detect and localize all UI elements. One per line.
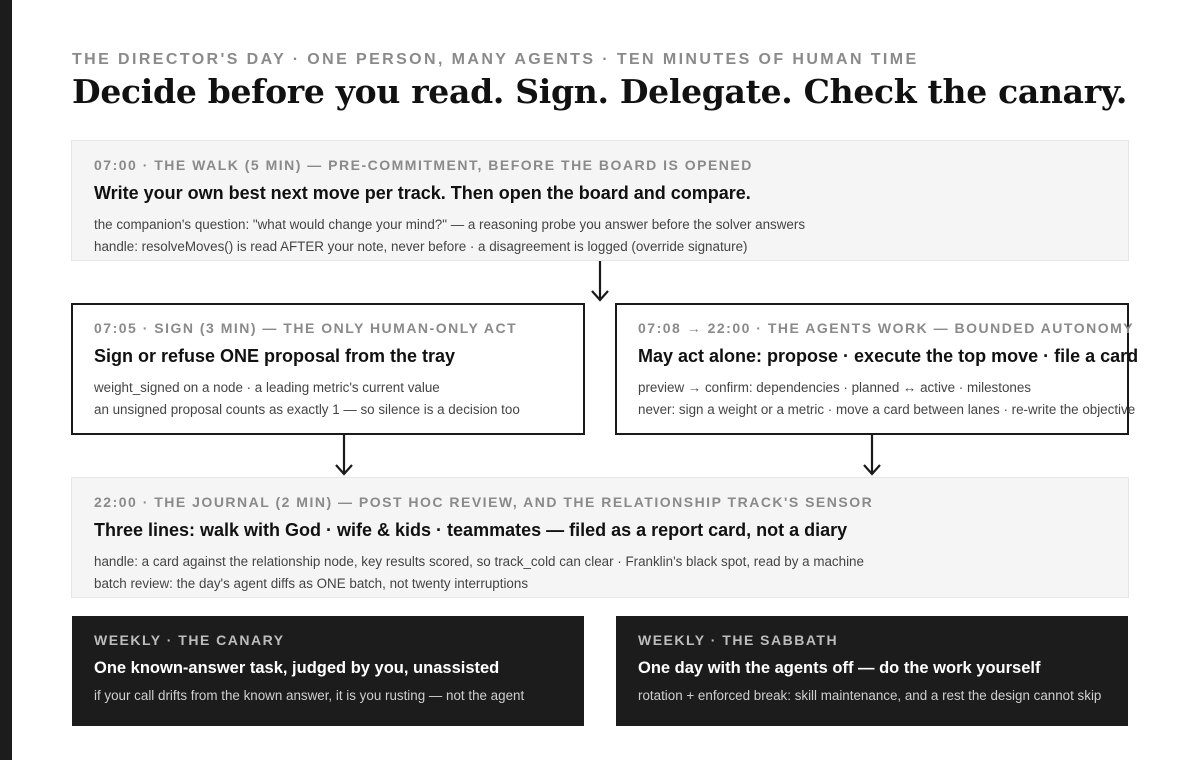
journal-card-line: handle: a card against the relationship node, key results scored, so track_cold can clear · Franklin's black spot, read by a machine <box>94 554 864 569</box>
canary-card <box>72 616 584 726</box>
flow-arrow-agents-down <box>862 435 882 477</box>
agents-card-line: never: sign a weight or a metric · move a card between lanes · re-write the objective <box>638 402 1136 417</box>
journal-card <box>71 477 1129 598</box>
agents-card-title: May act alone: propose · execute the top move · file a card <box>638 346 1139 366</box>
left-edge-bar <box>0 0 12 760</box>
sabbath-card-label: WEEKLY · THE SABBATH <box>638 632 839 648</box>
canary-card-title: One known-answer task, judged by you, unassisted <box>94 659 500 677</box>
walk-card-label: 07:00 · THE WALK (5 MIN) — PRE-COMMITMENT, BEFORE THE BOARD IS OPENED <box>94 157 753 173</box>
sign-card-line: an unsigned proposal counts as exactly 1 — so silence is a decision too <box>94 402 520 417</box>
agents-card-line: preview → confirm: dependencies · planned ↔ active · milestones <box>638 380 1031 395</box>
walk-card <box>71 140 1129 261</box>
canary-card-label: WEEKLY · THE CANARY <box>94 632 285 648</box>
journal-card-label: 22:00 · THE JOURNAL (2 MIN) — POST HOC REVIEW, AND THE RELATIONSHIP TRACK'S SENSOR <box>94 494 874 510</box>
agents-card <box>615 303 1139 435</box>
sabbath-card-line: rotation + enforced break: skill maintenance, and a rest the design cannot skip <box>638 688 1102 703</box>
sign-card-line: weight_signed on a node · a leading metric's current value <box>94 380 440 395</box>
flow-arrow-sign-down <box>334 435 354 477</box>
journal-card-title: Three lines: walk with God · wife & kids · teammates — filed as a report card, not a diary <box>94 520 848 540</box>
walk-card-line: handle: resolveMoves() is read AFTER your note, never before · a disagreement is logged (override signature) <box>94 239 748 254</box>
walk-card-line: the companion's question: "what would change your mind?" — a reasoning probe you answer before the solver answers <box>94 217 806 232</box>
agents-card-label: 07:08 → 22:00 · THE AGENTS WORK — BOUNDED AUTONOMY <box>638 320 1135 336</box>
sign-card-label: 07:05 · SIGN (3 MIN) — THE ONLY HUMAN-ONLY ACT <box>94 320 518 336</box>
flow-arrow-walk-down <box>590 261 610 303</box>
canary-card-line: if your call drifts from the known answer, it is you rusting — not the agent <box>94 688 525 703</box>
sabbath-card-title: One day with the agents off — do the work yourself <box>638 659 1041 677</box>
sign-card-title: Sign or refuse ONE proposal from the tray <box>94 346 456 366</box>
sabbath-card <box>616 616 1128 726</box>
page-kicker: THE DIRECTOR'S DAY · ONE PERSON, MANY AGENTS · TEN MINUTES OF HUMAN TIME <box>72 51 919 68</box>
walk-card-title: Write your own best next move per track. Then open the board and compare. <box>94 183 751 203</box>
page-title: Decide before you read. Sign. Delegate. Check the canary. <box>72 72 1128 111</box>
sign-card <box>71 303 585 435</box>
journal-card-line: batch review: the day's agent diffs as ONE batch, not twenty interruptions <box>94 576 529 591</box>
